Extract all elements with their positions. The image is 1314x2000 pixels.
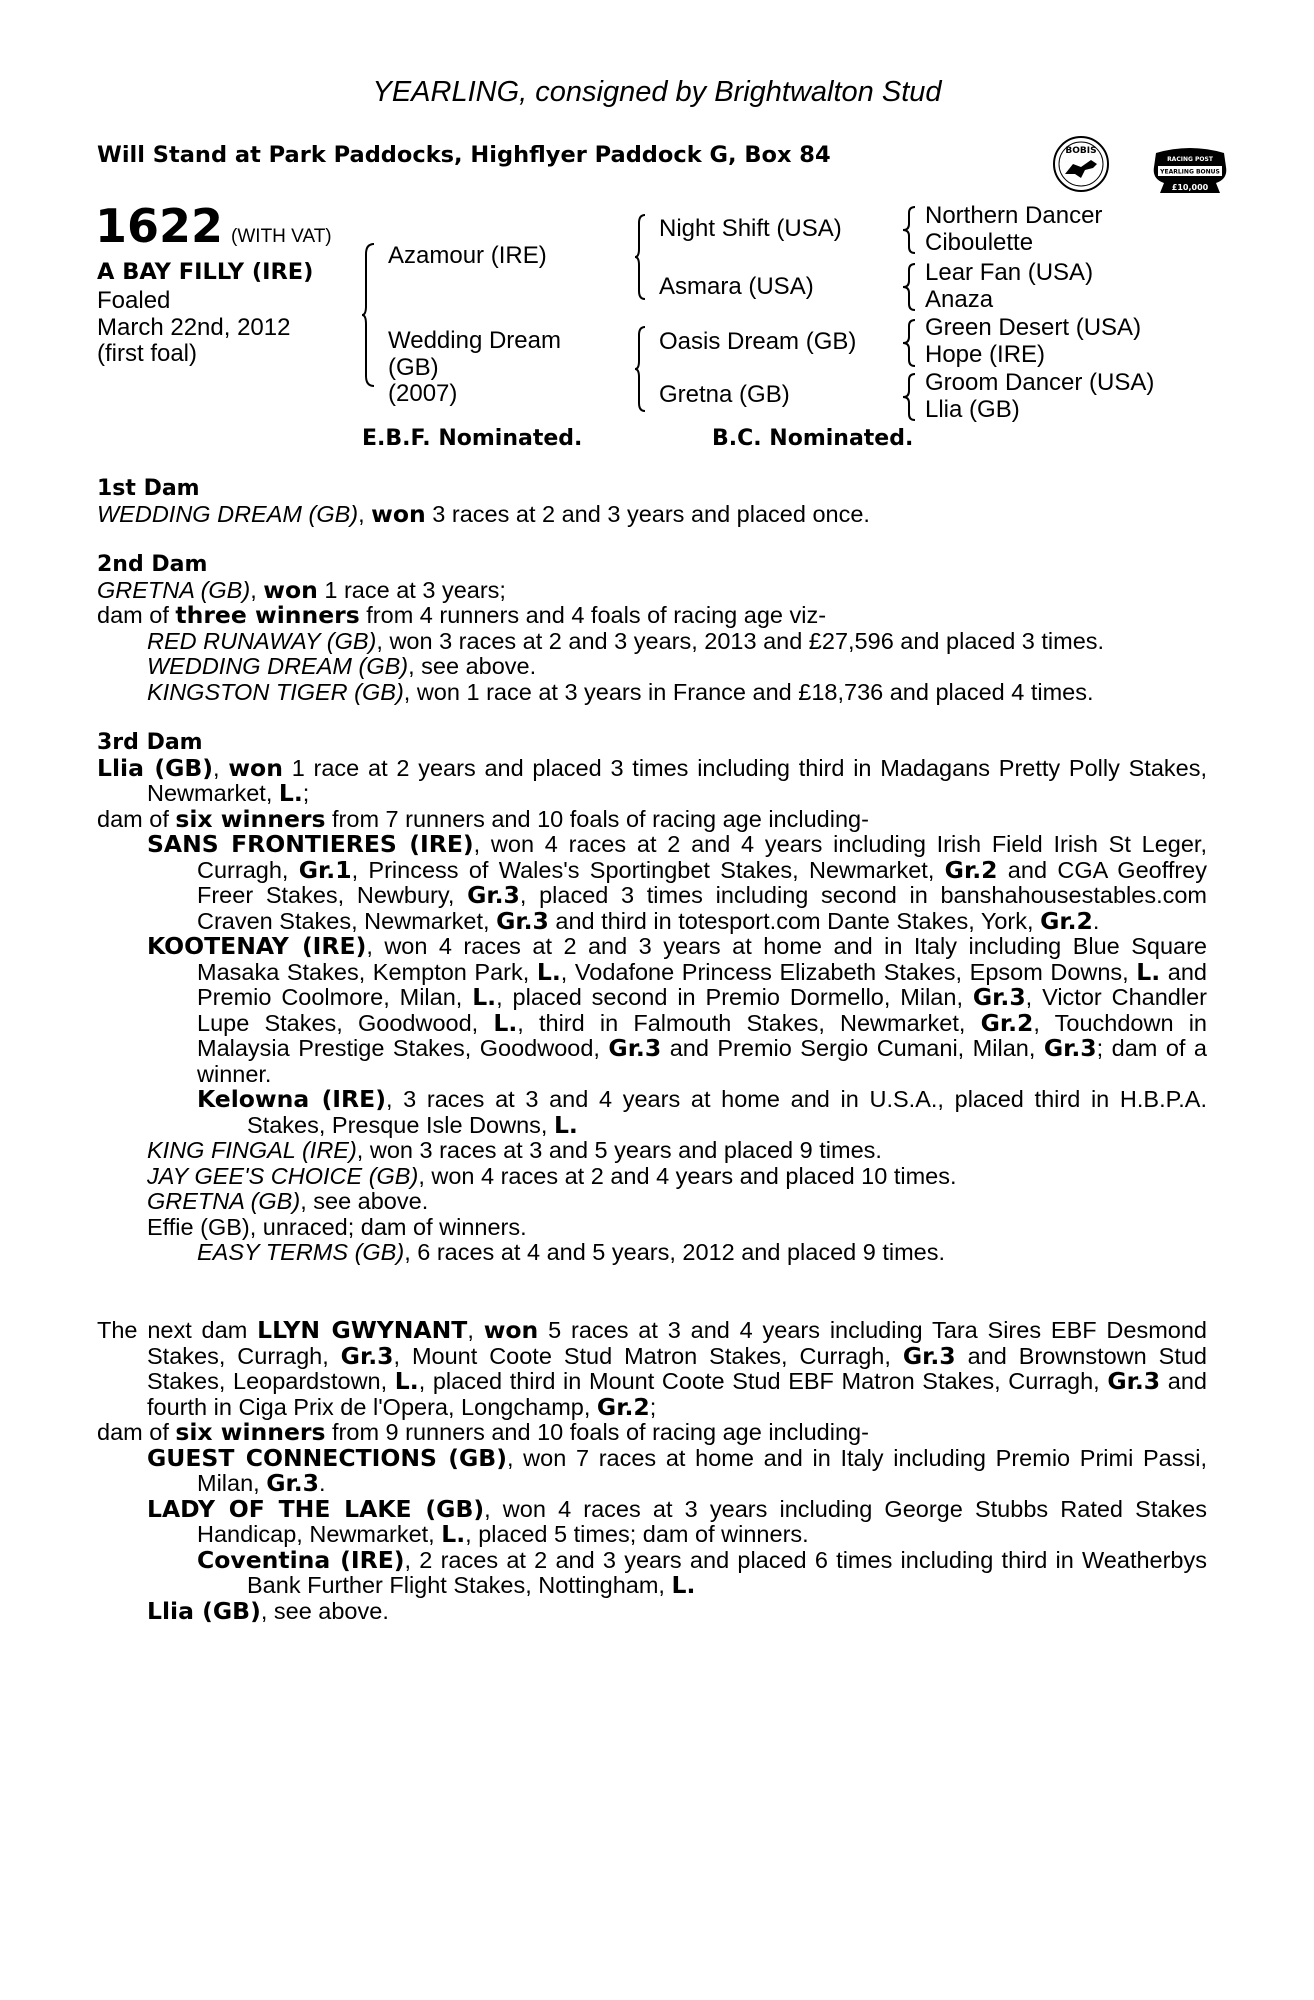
list-item: KINGSTON TIGER (GB), won 1 race at 3 years in France and £18,736 and placed 4 times. xyxy=(147,678,1094,705)
pedigree-brace-main xyxy=(362,242,382,388)
pedigree-brace-dam xyxy=(635,325,651,413)
list-item: LADY OF THE LAKE (GB), won 4 races at 3 years including George Stubbs Rated Stakes Handicap, Newmarket, L., placed 5 times; dam of winners. xyxy=(147,1494,1208,1548)
pedigree-g7: Groom Dancer (USA) xyxy=(925,369,1155,396)
list-item: Coventina (IRE), 2 races at 2 and 3 years and placed 6 times including third in Weatherbys Bank Further Flight Stakes, Nottingham, L. xyxy=(197,1545,1208,1599)
yearling-bonus-text: YEARLING BONUS xyxy=(1160,168,1220,176)
list-item: GUEST CONNECTIONS (GB), won 7 races at home and in Italy including Premio Primi Passi, Milan, Gr.3. xyxy=(147,1443,1207,1497)
bc-nominated: B.C. Nominated. xyxy=(712,426,914,451)
pedigree-g2: Ciboulette xyxy=(925,229,1034,256)
pedigree-brace-sire xyxy=(635,213,651,301)
next-dam-produce-summary: dam of six winners from 9 runners and 10 foals of racing age including- xyxy=(97,1418,869,1446)
list-item: GRETNA (GB), see above. xyxy=(147,1188,429,1214)
list-item: KOOTENAY (IRE), won 4 races at 2 and 3 years at home and in Italy including Blue Square Masaka Stakes, Kempton Park, L., Vodafone Princess Elizabeth Stakes, Epsom Downs, L. and Premio Coolmore, Milan, L., placed second in Premio Dormello, Milan, Gr.3, Victor Chandler Lupe Stakes, Goodwood, L., third in Falmouth Stakes, Newmarket, Gr.2, Touchdown in Malaysia Prestige Stakes, Goodwood, Gr.3 and Premio Sergio Cumani, Milan, Gr.3; dam of a winner. xyxy=(147,932,1208,1087)
list-item: RED RUNAWAY (GB), won 3 races at 2 and 3 years, 2013 and £27,596 and placed 3 times. xyxy=(147,627,1105,654)
list-item: JAY GEE'S CHOICE (GB), won 4 races at 2 and 4 years and placed 10 times. xyxy=(147,1162,957,1189)
third-dam-produce-summary: dam of six winners from 7 runners and 10 foals of racing age including- xyxy=(97,804,869,833)
first-dam-title: 1st Dam xyxy=(97,476,200,501)
pedigree-g6: Hope (IRE) xyxy=(925,341,1046,368)
pedigree-sire-dam: Asmara (USA) xyxy=(659,273,814,300)
first-dam-record: WEDDING DREAM (GB), won 3 races at 2 and 3 years and placed once. xyxy=(97,499,870,528)
pedigree-g1: Northern Dancer xyxy=(925,202,1103,229)
next-dam-section xyxy=(97,1318,1207,1624)
pedigree-dam: Wedding Dream (GB) (2007) xyxy=(388,327,561,407)
second-dam-section xyxy=(97,552,1207,705)
foaled-label: Foaled xyxy=(97,287,171,314)
ebf-nominated: E.B.F. Nominated. xyxy=(362,426,583,451)
list-item: SANS FRONTIERES (IRE), won 4 races at 2 and 4 years including Irish Field Irish St Leger, Curragh, Gr.1, Princess of Wales's Sportingbet Stakes, Newmarket, Gr.2 and CGA Geoffrey Freer Stakes, Newbury, Gr.3, placed 3 times including second in banshahousestables.com Craven Stakes, Newmarket, Gr.3 and third in totesport.com Dante Stakes, York, Gr.2. xyxy=(147,830,1207,935)
lot-name: A BAY FILLY (IRE) xyxy=(97,259,314,285)
first-foal-note: (first foal) xyxy=(97,340,198,367)
bonus-amount-text: £10,000 xyxy=(1171,183,1209,192)
bobis-logo xyxy=(1051,134,1111,194)
list-item: Llia (GB), see above. xyxy=(147,1596,389,1625)
pedigree-brace-g2 xyxy=(903,262,919,312)
racing-post-text: RACING POST xyxy=(1167,156,1213,163)
pedigree-brace-g4 xyxy=(903,372,919,422)
second-dam-produce-summary: dam of three winners from 4 runners and 4 foals of racing age viz- xyxy=(97,601,827,629)
list-item: EASY TERMS (GB), 6 races at 4 and 5 years, 2012 and placed 9 times. xyxy=(197,1239,946,1265)
racing-post-yearling-bonus-logo xyxy=(1150,147,1230,199)
page-title: YEARLING, consigned by Brightwalton Stud xyxy=(372,76,942,108)
pedigree-sire-sire: Night Shift (USA) xyxy=(659,215,842,242)
lot-number: 1622 xyxy=(95,199,224,253)
first-dam-section xyxy=(97,476,1207,527)
list-item: Kelowna (IRE), 3 races at 3 and 4 years at home and in U.S.A., placed third in H.B.P.A. Stakes, Presque Isle Downs, L. xyxy=(197,1085,1208,1139)
pedigree-sire: Azamour (IRE) xyxy=(388,242,547,269)
second-dam-title: 2nd Dam xyxy=(97,552,208,577)
stand-location: Will Stand at Park Paddocks, Highflyer Paddock G, Box 84 xyxy=(97,142,831,168)
foaled-info xyxy=(97,288,290,368)
bobis-logo-text: BOBIS xyxy=(1065,146,1097,156)
vat-label: (WITH VAT) xyxy=(231,226,332,247)
list-item: Effie (GB), unraced; dam of winners. xyxy=(147,1213,527,1240)
foaled-date: March 22nd, 2012 xyxy=(97,313,291,341)
next-dam-record: The next dam LLYN GWYNANT, won 5 races at 3 and 4 years including Tara Sires EBF Desmond Stakes, Curragh, Gr.3, Mount Coote Stud Matron Stakes, Curragh, Gr.3 and Brownstown Stud Stakes, Leopardstown, L., placed third in Mount Coote Stud EBF Matron Stakes, Curragh, Gr.3 and fourth in Ciga Prix de l'Opera, Longchamp, Gr.2; xyxy=(97,1316,1208,1421)
pedigree-g4: Anaza xyxy=(925,286,994,313)
pedigree-g3: Lear Fan (USA) xyxy=(925,259,1094,286)
second-dam-record: GRETNA (GB), won 1 race at 3 years; xyxy=(97,575,506,604)
pedigree-dam-dam: Gretna (GB) xyxy=(659,381,790,408)
pedigree-brace-g1 xyxy=(903,205,919,255)
pedigree-dam-sire: Oasis Dream (GB) xyxy=(659,328,857,355)
pedigree-g8: Llia (GB) xyxy=(925,396,1020,423)
list-item: WEDDING DREAM (GB), see above. xyxy=(147,653,537,679)
pedigree-brace-g3 xyxy=(903,318,919,368)
lot-header xyxy=(95,199,332,253)
third-dam-record: Llia (GB), won 1 race at 2 years and placed 3 times including third in Madagans Pretty Polly Stakes, Newmarket, L.; xyxy=(97,753,1207,807)
pedigree-g5: Green Desert (USA) xyxy=(925,314,1142,341)
third-dam-section xyxy=(97,730,1207,1266)
list-item: KING FINGAL (IRE), won 3 races at 3 and 5 years and placed 9 times. xyxy=(147,1137,882,1163)
third-dam-title: 3rd Dam xyxy=(97,730,203,755)
